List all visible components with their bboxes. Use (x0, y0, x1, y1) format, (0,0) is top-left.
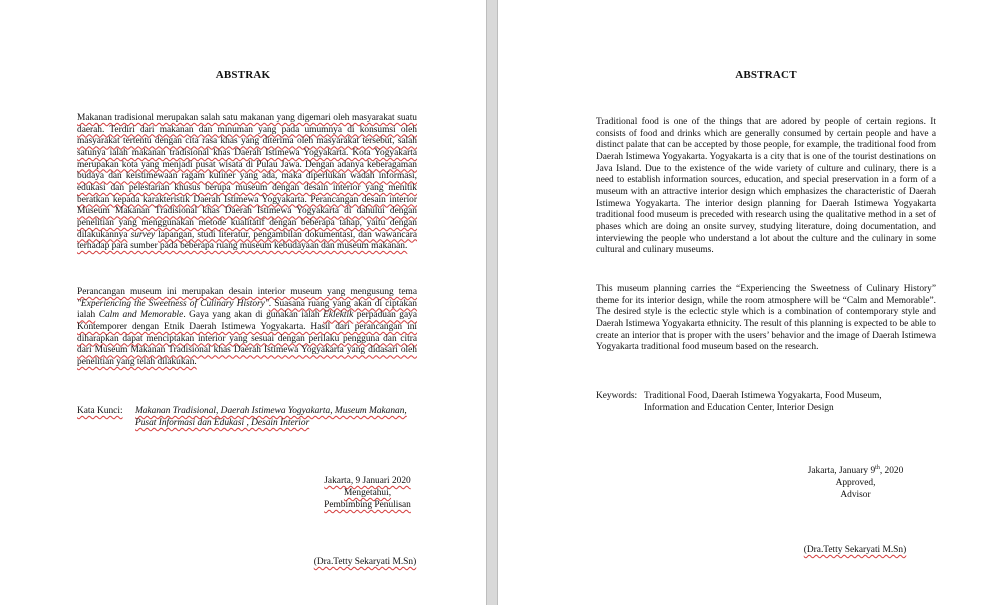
abstract-advisor: Advisor (840, 490, 871, 501)
abstrak-p2-style: Eklektik (323, 310, 354, 321)
abstrak-signatory-name (290, 556, 440, 568)
abstrak-signatory-name-text: (Dra.Tetty Sekaryati M.Sn) (313, 557, 417, 567)
abstract-place-date-pre: Jakarta, January 9 (807, 466, 876, 477)
abstrak-acknowledged (300, 487, 435, 499)
abstrak-p2-text-3: . Gaya yang akan di gunakan ialah (183, 310, 320, 321)
abstrak-paragraph-1 (77, 113, 417, 253)
abstrak-p1-italic: survey (130, 229, 156, 240)
abstract-keywords-label: Keywords: (596, 391, 638, 401)
abstrak-title: ABSTRAK (215, 69, 271, 81)
abstract-place-date (788, 462, 923, 477)
abstract-approved: Approved, (835, 478, 876, 489)
abstrak-keywords (77, 405, 417, 429)
abstrak-keywords-label: Kata Kunci: (77, 406, 123, 416)
abstrak-p1-text-2: lapangan, studi literatur, pengambilan dokumentasi, dan wawancara terhadap para sumber pada beberapa ruang museum kebudayaan dan museum makanan. (77, 229, 418, 252)
abstrak-supervisor-text: Pembimbing Penulisan (324, 500, 411, 510)
abstrak-p2-text: Perancangan museum ini merupakan desain interior museum yang mengusung tema (77, 287, 417, 297)
page-gutter (486, 0, 498, 605)
abstrak-place-date (300, 475, 435, 487)
abstrak-signature-block (300, 475, 435, 511)
abstrak-acknowledged-text: Mengetahui, (343, 488, 392, 498)
abstrak-p2-text-4: perpaduan gaya Kontemporer dengan Etnik Daerah Istimewa Yogyakarta. Hasil dari perancangan ini diharapkan dapat menciptakan interior yang sesuai dengan perilaku pengguna dan citra dari Museum Makanan Tradisional khas Daerah Istimewa Yogyakarta yang didasari oleh penelitian yang telah dilakukan. (77, 310, 417, 367)
abstract-place-date-sup: th (875, 465, 880, 471)
abstract-paragraph-1: Traditional food is one of the things that are adored by people of certain regions. It consists of food and drinks which are generally consumed by certain people and have a distinct palate that can be accepted by those people, for example, the traditional food from Daerah Istimewa Yogyakarta. Yogyakarta is a city that is one of the tourist destinations on Java Island. Due to the existence of the wide variety of culture and culinary, there is a need to establish information sources, education, and special preservation in a form of a museum with an attractive interior design which emphasizes the characteristic of Daerah Istimewa Yogyakarta. The interior design planning for Daerah Istimewa Yogyakarta traditional food museum is preceded with research using the qualitative method in a set of phases which are doing an onsite survey, studying literature, doing documentation, and interviewing the people who understand a lot about the culture and the culinary in some cultural and culinary museums. (596, 117, 936, 256)
abstrak-keywords-text: Makanan Tradisional, Daerah Istimewa Yogyakarta, Museum Makanan, Pusat Informasi dan Edukasi , Desain Interior (135, 406, 407, 428)
abstrak-paragraph-2 (77, 287, 417, 369)
abstrak-p2-atmosphere: Calm and Memorable (98, 310, 184, 321)
abstract-keywords-line-2: Information and Education Center, Interior Design (644, 403, 834, 413)
abstrak-p2-text-2: . Suasana ruang yang akan di ciptakan ialah (77, 298, 417, 321)
abstrak-place-date-text: Jakarta, 9 Januari 2020 (324, 476, 411, 486)
abstract-place-date-post: , 2020 (879, 466, 904, 477)
abstrak-p1-text: Makanan tradisional merupakan salah satu makanan yang digemari oleh masyarakat suatu daerah. Terdiri dari makanan dan minuman yang pada umumnya di konsumsi oleh masyarakat tertentu dengan cita rasa khas yang diterima oleh masyarakat tersebut, salah satunya ialah makanan tradisional khas Daerah Istimewa Yogyakarta. Kota Yogyakarta merupakan kota yang menjadi pusat wisata di Pulau Jawa. Dengan adanya keberagaman budaya dan keistimewaan ragam kuliner yang ada, maka diperlukan wadah informasi, edukasi dan pelestarian khusus berupa museum dengan desain interior yang menitik beratkan kepada karakteristik Daerah Istimewa Yogyakarta. Perancangan desain interior Museum Makanan Tradisional khas Daerah Istimewa Yogyakarta di dahului dengan penelitian yang menggunakan metode kualitatif dengan beberapa tahap, yaitu dengan dilakukannya (77, 113, 417, 240)
abstract-keywords-line-1: Traditional Food, Daerah Istimewa Yogyakarta, Food Museum, (644, 391, 882, 401)
abstract-signatory-name (780, 544, 930, 556)
abstrak-supervisor (300, 499, 435, 511)
abstract-signature-block (788, 462, 923, 501)
abstract-keywords (596, 390, 966, 414)
abstract-signatory-name-text: (Dra.Tetty Sekaryati M.Sn) (803, 545, 907, 555)
page-abstrak (0, 0, 486, 605)
abstrak-p2-theme: "Experiencing the Sweetness of Culinary History" (77, 298, 269, 309)
page-abstract (498, 0, 1000, 605)
abstract-paragraph-2: This museum planning carries the “Experiencing the Sweetness of Culinary History” theme for its interior design, while the room atmosphere will be “Calm and Memorable”. The desired style is the eclectic style which is a combination of contemporary style and Daerah Istimewa Yogyakarta ethnicity. The result of this planning is expected to be able to create an interior that is proper with the users’ behavior and the image of Daerah Istimewa Yogyakarta traditional food museum based on the research. (596, 284, 936, 353)
abstract-title: ABSTRACT (735, 69, 797, 81)
